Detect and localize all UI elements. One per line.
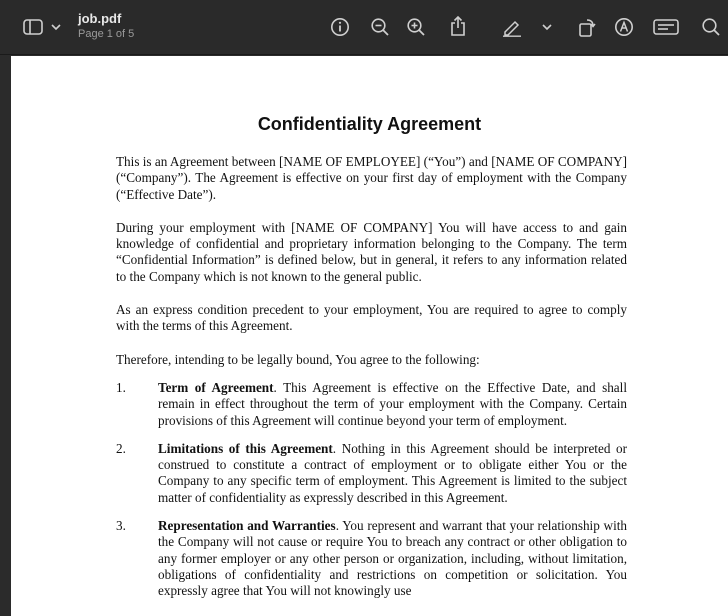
rotate-icon <box>577 16 597 38</box>
paragraph: During your employment with [NAME OF COMPANY] You will have access to and gain knowledge of confidential and proprietary information belonging to the Company. The term “Confidential Information” is defined below, but in general, it refers to any information related to the Company which is not known to the general public. <box>116 219 627 284</box>
document-body <box>116 154 627 612</box>
clause-body <box>158 518 627 599</box>
page-indicator: Page 1 of 5 <box>78 28 135 40</box>
clause-item <box>116 380 627 429</box>
clause-text: . This Agreement is effective on the Effective Date, and shall remain in effect throughout the term of your employment with the Company. Certain provisions of this Agreement will continue beyond your term of employment. <box>158 379 627 428</box>
info-icon <box>330 17 350 37</box>
markup-pen-icon <box>501 17 523 37</box>
redact-icon <box>653 18 679 36</box>
clause-text: . Nothing in this Agreement should be interpreted or construed to constitute a contract of employment or to obligate either You or the Company to any specific term of employment. This Agreement is limited to the subject matter of confidentiality as expressly described in this Agreement. <box>158 440 627 505</box>
file-name: job.pdf <box>78 11 122 26</box>
clause-title: Representation and Warranties <box>158 518 336 534</box>
share-button[interactable] <box>447 14 469 38</box>
clause-text: . You represent and warrant that your relationship with the Company will not cause or require You to breach any contract or other obligation to any former employer or any other person or organization, including, without limitation, obligations of confidentiality and restrictions on competition or solicitation. You expressly agree that You will not knowingly use <box>158 518 627 599</box>
clause-title: Term of Agreement <box>158 379 274 395</box>
clause-body <box>158 380 627 429</box>
info-button[interactable] <box>329 16 351 38</box>
annotate-icon <box>614 17 634 37</box>
clause-title: Limitations of this Agreement <box>158 440 333 456</box>
document-title-block <box>78 11 134 41</box>
clause-number: 3. <box>116 518 126 534</box>
clause-body <box>158 441 627 506</box>
pdf-page[interactable] <box>11 56 728 616</box>
zoom-out-button[interactable] <box>369 16 391 38</box>
chevron-down-icon <box>51 23 61 31</box>
paragraph: As an express condition precedent to your employment, You are required to agree to comply with the terms of this Agreement. <box>116 302 627 334</box>
rotate-button[interactable] <box>576 15 598 39</box>
paragraph: Therefore, intending to be legally bound, You agree to the following: <box>116 351 480 367</box>
zoom-in-icon <box>406 17 426 37</box>
sidebar-toggle-button[interactable] <box>22 17 44 37</box>
clause-item <box>116 441 627 506</box>
share-icon <box>449 15 467 37</box>
search-icon <box>701 17 721 37</box>
clause-number: 1. <box>116 379 126 395</box>
chevron-down-icon <box>542 23 552 31</box>
zoom-out-icon <box>370 17 390 37</box>
zoom-in-button[interactable] <box>405 16 427 38</box>
redact-button[interactable] <box>652 16 680 38</box>
document-heading: Confidentiality Agreement <box>257 114 482 134</box>
markup-menu-button[interactable] <box>541 20 553 34</box>
sidebar-icon <box>23 19 43 35</box>
markup-button[interactable] <box>500 16 524 38</box>
clause-item <box>116 518 627 599</box>
clause-number: 2. <box>116 440 126 456</box>
annotate-button[interactable] <box>613 16 635 38</box>
paragraph: This is an Agreement between [NAME OF EMPLOYEE] (“You”) and [NAME OF COMPANY] (“Company”). The Agreement is effective on your first day of employment with the Company (“Effective Date”). <box>116 154 627 202</box>
toolbar <box>0 0 728 55</box>
search-button[interactable] <box>700 16 722 38</box>
sidebar-menu-button[interactable] <box>50 20 62 34</box>
